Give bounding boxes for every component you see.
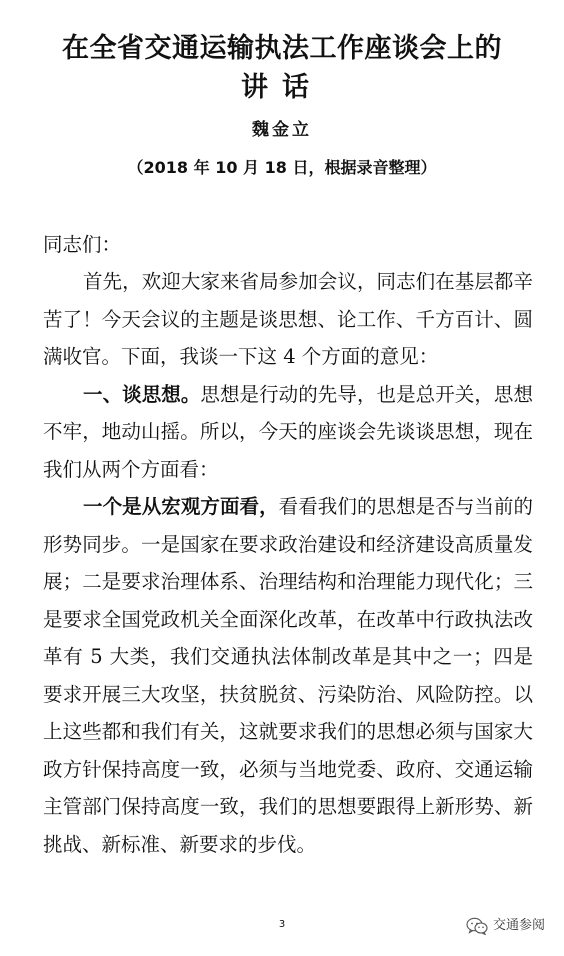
wechat-icon [466,917,488,935]
paragraph-lead: 一、谈思想。 [83,382,201,406]
document-body [43,263,533,863]
page-number: 3 [278,919,286,930]
document-title-line1: 在全省交通运输执法工作座谈会上的 [62,33,502,64]
paragraph-text: 看看我们的思想是否与当前的形势同步。一是国家在要求政治建设和经济建设高质量发展；二是要求治理体系、治理结构和治理能力现代化；三是要求全国党政机关全面深化改革，在改革中行政执法改革有 5 大类，我们交通执法体制改革是其中之一；四是要求开展三大攻坚，扶贫脱贫、污染防治、风险防控。以上这些都和我们有关，这就要求我们的思想必须与国家大政方针保持高度一致，必须与当地党委、政府、交通运输主管部门保持高度一致，我们的思想要跟得上新形势、新挑战、新标准、新要求的步伐。 [43,495,533,856]
document-title-line2: 讲话 [241,72,323,103]
paragraph-text: 思想是行动的先导，也是总开关，思想不牢，地动山摇。所以，今天的座谈会先谈谈思想，现在我们从两个方面看： [43,382,533,481]
paragraph-lead: 一个是从宏观方面看， [83,495,279,518]
author-name: 魏金立 [252,120,312,140]
paragraph-macro [43,488,533,863]
salutation: 同志们： [43,233,122,256]
watermark-text: 交通参阅 [493,918,546,933]
paragraph-intro [43,263,533,376]
paragraph-text: 首先，欢迎大家来省局参加会议，同志们在基层都辛苦了！今天会议的主题是谈思想、论工作、千方百计、圆满收官。下面，我谈一下这 4 个方面的意见： [43,270,533,368]
paragraph-thought [43,376,533,489]
document-subtitle: （2018 年 10 月 18 日，根据录音整理） [127,158,437,177]
watermark [466,917,545,935]
